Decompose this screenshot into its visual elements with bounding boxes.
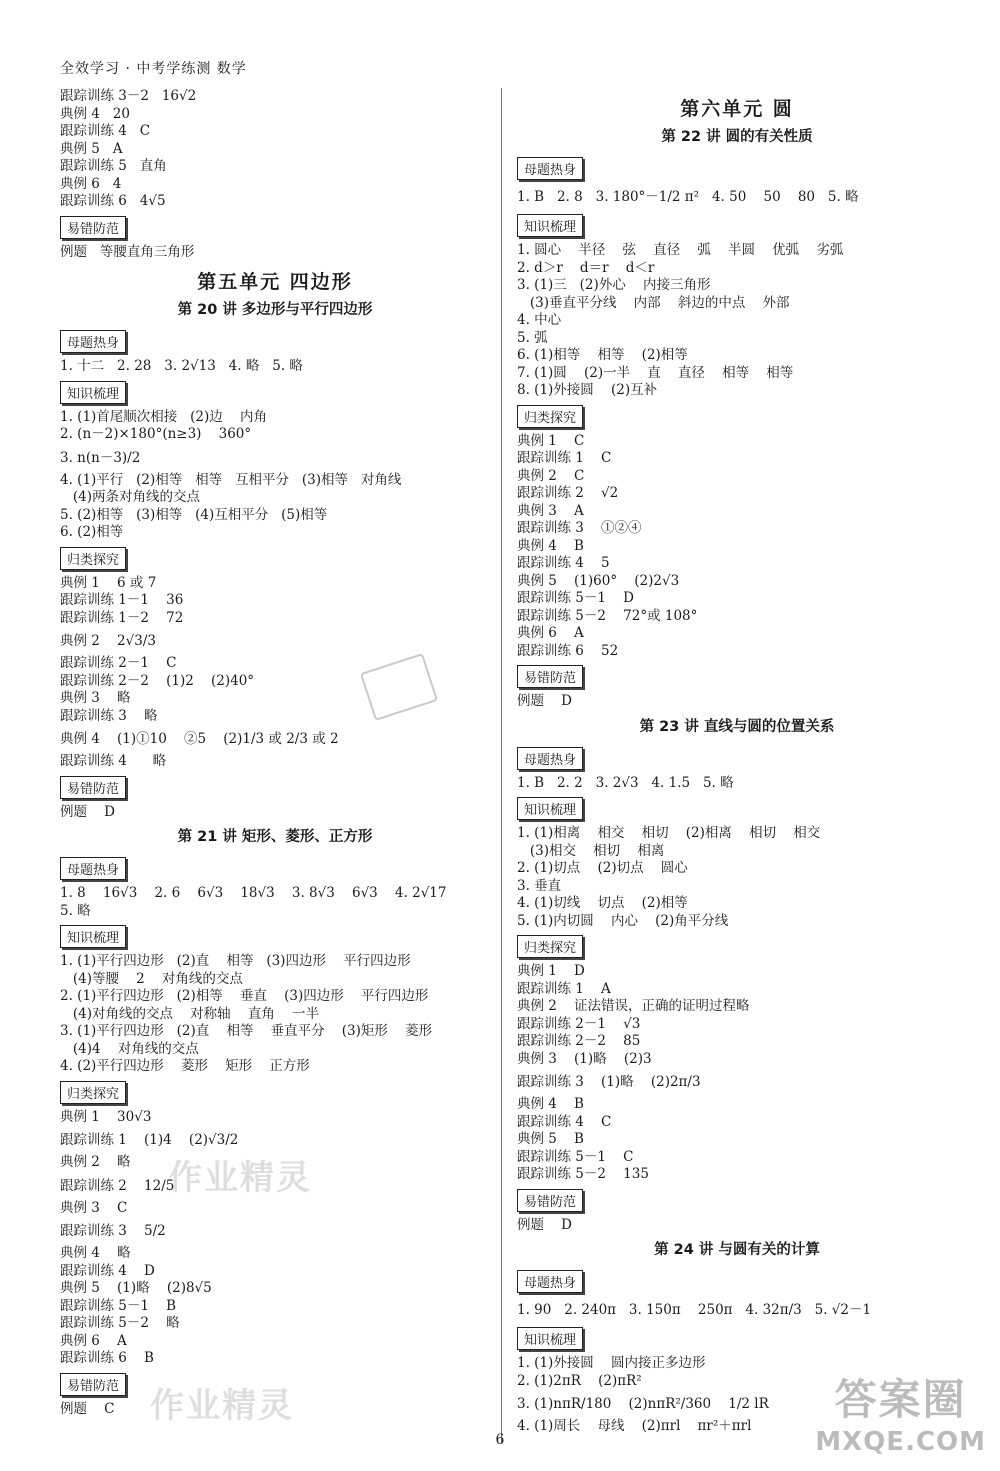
answer-line: 典例 3 略 xyxy=(60,690,131,706)
section-label-row xyxy=(60,773,490,802)
section-label-row xyxy=(517,932,957,961)
answer-line: 典例 1 D xyxy=(517,963,585,979)
column-divider xyxy=(501,88,502,1443)
answer-line: 跟踪训练 3 5/2 xyxy=(60,1223,166,1239)
answer-line: 5. (2)相等 (3)相等 (4)互相平分 (5)相等 xyxy=(60,506,328,523)
section-label: 知识梳理 xyxy=(517,797,583,820)
answer-line: 2. (1)切点 (2)切点 圆心 xyxy=(517,860,688,876)
answer-line: 典例 2 2√3/3 xyxy=(60,633,156,649)
answer-line: 跟踪训练 6 4√5 xyxy=(60,193,166,209)
section-label-row xyxy=(517,1267,957,1296)
answer-line: 典例 1 30√3 xyxy=(60,1108,152,1125)
section-label-row xyxy=(517,1324,957,1353)
answer-line: 例题 D xyxy=(517,693,572,709)
answer-line: 跟踪训练 5－1 C xyxy=(517,1148,634,1165)
answer-line: 跟踪训练 5－1 B xyxy=(60,1297,177,1314)
answer-line: 2. d＞r d＝r d＜r xyxy=(517,259,655,276)
answer-line: 典例 1 6 或 7 xyxy=(60,574,157,591)
section-label-row xyxy=(517,1186,957,1215)
answer-line: 跟踪训练 1－2 72 xyxy=(60,609,184,626)
left-column xyxy=(60,88,490,1418)
answer-line: 2. (n－2)×180°(n≥3) 360° xyxy=(60,426,252,442)
section-label: 易错防范 xyxy=(60,216,126,239)
answer-line: 典例 5 (1)略 (2)8√5 xyxy=(60,1280,212,1296)
answer-line: 3. 垂直 xyxy=(517,877,562,894)
section-label: 母题热身 xyxy=(517,1270,583,1293)
section-label: 母题热身 xyxy=(517,747,583,770)
answer-line: 8. (1)外接圆 (2)互补 xyxy=(517,382,658,398)
answer-line: 例题 D xyxy=(60,803,115,820)
answer-line: 跟踪训练 6 52 xyxy=(517,642,619,659)
section-label-row xyxy=(60,327,490,356)
section-label: 母题热身 xyxy=(60,330,126,353)
answer-line: 跟踪训练 5 直角 xyxy=(60,158,167,174)
answer-line: 跟踪训练 2－1 √3 xyxy=(517,1015,641,1032)
right-column xyxy=(517,88,957,1436)
section-label-row xyxy=(517,211,957,240)
section-label: 母题热身 xyxy=(60,857,126,880)
answer-line: 典例 6 4 xyxy=(60,175,122,192)
brand-watermark-text: 答案圈 xyxy=(834,1375,967,1424)
lecture-title: 第 22 讲 圆的有关性质 xyxy=(661,129,813,145)
section-label-row xyxy=(517,154,957,183)
section-label-row xyxy=(60,213,490,242)
answer-line: 典例 3 A xyxy=(517,502,584,519)
answer-line: 跟踪训练 4 略 xyxy=(60,753,167,769)
section-label-row xyxy=(517,794,957,823)
section-label: 归类探究 xyxy=(517,405,583,428)
answer-line: 典例 6 A xyxy=(517,625,584,641)
answer-line: 跟踪训练 3 (1)略 (2)2π/3 xyxy=(517,1074,701,1090)
answer-line: 跟踪训练 2－1 C xyxy=(60,655,177,671)
answer-line: 跟踪训练 2 √2 xyxy=(517,485,619,501)
answer-line: 跟踪训练 2－2 85 xyxy=(517,1033,641,1049)
answer-line: 跟踪训练 1 (1)4 (2)√3/2 xyxy=(60,1132,239,1148)
answer-line: 跟踪训练 3－2 16√2 xyxy=(60,88,197,104)
answer-line: 跟踪训练 4 C xyxy=(60,123,151,139)
answer-line: (4)4 对角线的交点 xyxy=(60,1040,199,1057)
answer-line: 5. 略 xyxy=(60,902,91,919)
answer-line: 典例 4 20 xyxy=(60,105,130,122)
answer-line: 典例 4 B xyxy=(517,537,584,554)
watermark-text: 作业精灵 xyxy=(168,1158,312,1198)
answer-line: 跟踪训练 5－2 135 xyxy=(517,1166,649,1182)
answer-line: 4. (1)切线 切点 (2)相等 xyxy=(517,895,688,911)
page-header: 全效学习 · 中考学练测 数学 xyxy=(60,61,247,77)
lecture-title: 第 24 讲 与圆有关的计算 xyxy=(654,1242,820,1258)
unit-title: 第五单元 四边形 xyxy=(197,271,353,293)
answer-line: 跟踪训练 1 A xyxy=(517,980,611,997)
answer-line: 3. n(n－3)/2 xyxy=(60,449,141,466)
section-label: 归类探究 xyxy=(60,1081,126,1104)
answer-line: 4. (1)平行 (2)相等 相等 互相平分 (3)相等 对角线 xyxy=(60,471,402,488)
lecture-title: 第 20 讲 多边形与平行四边形 xyxy=(177,302,373,318)
unit-title: 第六单元 圆 xyxy=(680,98,794,120)
section-label-row xyxy=(517,744,957,773)
answer-line: (3)垂直平分线 内部 斜边的中点 外部 xyxy=(517,294,790,311)
answer-line: 典例 5 A xyxy=(60,140,123,157)
answer-line: 典例 2 略 xyxy=(60,1154,131,1170)
answer-line: 例题 C xyxy=(60,1400,115,1417)
section-label-row xyxy=(60,1078,490,1107)
answer-line: 跟踪训练 1－1 36 xyxy=(60,592,184,608)
answer-line: (4)等腰 2 对角线的交点 xyxy=(60,970,243,987)
answer-line: 典例 2 C xyxy=(517,467,585,484)
answer-line: 跟踪训练 3 ①②④ xyxy=(517,520,642,536)
answer-line: 7. (1)圆 (2)一半 直 直径 相等 相等 xyxy=(517,364,794,381)
section-label: 知识梳理 xyxy=(60,925,126,948)
answer-line: 4. (1)周长 母线 (2)πrl πr²＋πrl xyxy=(517,1418,752,1434)
answer-line: 跟踪训练 2－2 (1)2 (2)40° xyxy=(60,672,255,689)
lecture-title: 第 23 讲 直线与圆的位置关系 xyxy=(639,718,835,735)
answer-line: 1. 圆心 半径 弦 直径 弧 半圆 优弧 劣弧 xyxy=(517,242,844,258)
section-label-row xyxy=(517,402,957,431)
answer-line: 1. (1)平行四边形 (2)直 相等 (3)四边形 平行四边形 xyxy=(60,953,411,969)
section-label-row xyxy=(60,922,490,951)
answer-line: 典例 3 C xyxy=(60,1199,128,1216)
section-label: 母题热身 xyxy=(517,157,583,180)
answer-line: 例题 D xyxy=(517,1216,572,1233)
page-number: 6 xyxy=(495,1432,505,1448)
answer-line: 跟踪训练 3 略 xyxy=(60,707,158,724)
answer-line: 例题 等腰直角三角形 xyxy=(60,243,195,260)
section-label: 知识梳理 xyxy=(517,214,583,237)
answer-line: 典例 4 略 xyxy=(60,1245,131,1261)
answer-line: 1. (1)相离 相交 相切 (2)相离 相切 相交 xyxy=(517,825,821,841)
answer-line: 跟踪训练 5－2 72°或 108° xyxy=(517,607,698,624)
section-label: 易错防范 xyxy=(60,776,126,799)
section-label-row xyxy=(60,378,490,407)
answer-line: 1. 8 16√3 2. 6 6√3 18√3 3. 8√3 6√3 4. 2√17 xyxy=(60,885,447,901)
answer-line: 典例 2 证法错误，正确的证明过程略 xyxy=(517,998,750,1014)
answer-line: 典例 5 (1)60° (2)2√3 xyxy=(517,572,680,589)
answer-line: 跟踪训练 5－2 略 xyxy=(60,1315,180,1331)
answer-line: 3. (1)nπR/180 (2)nπR²/360 1/2 lR xyxy=(517,1396,769,1412)
answer-line: 跟踪训练 4 5 xyxy=(517,555,610,571)
answer-line: 1. B 2. 2 3. 2√3 4. 1.5 5. 略 xyxy=(517,774,734,791)
answer-line: (4)两条对角线的交点 xyxy=(60,489,200,505)
section-label: 归类探究 xyxy=(517,935,583,958)
answer-line: 3. (1)三 (2)外心 内接三角形 xyxy=(517,277,711,293)
section-label: 归类探究 xyxy=(60,547,126,570)
lecture-title: 第 21 讲 矩形、菱形、正方形 xyxy=(177,829,373,845)
answer-line: 典例 4 (1)①10 ②5 (2)1/3 或 2/3 或 2 xyxy=(60,731,339,747)
answer-line: 跟踪训练 4 C xyxy=(517,1113,612,1130)
answer-line: 典例 4 B xyxy=(517,1096,584,1112)
answer-line: 1. 90 2. 240π 3. 150π 250π 4. 32π/3 5. √2－1 xyxy=(517,1302,872,1318)
answer-line: 典例 1 C xyxy=(517,432,585,449)
answer-line: 典例 3 (1)略 (2)3 xyxy=(517,1050,652,1067)
answer-line: 典例 6 A xyxy=(60,1332,127,1349)
section-label: 易错防范 xyxy=(60,1373,126,1396)
watermark-text: 作业精灵 xyxy=(150,1386,294,1426)
answer-line: 跟踪训练 6 B xyxy=(60,1350,154,1366)
section-label-row xyxy=(60,544,490,573)
section-label: 知识梳理 xyxy=(60,381,126,404)
answer-line: (4)对角线的交点 对称轴 直角 一半 xyxy=(60,1005,319,1022)
answer-line: 跟踪训练 2 12/5 xyxy=(60,1177,175,1194)
answer-line: 4. 中心 xyxy=(517,312,562,328)
answer-line: 6. (1)相等 相等 (2)相等 xyxy=(517,347,688,363)
section-label-row xyxy=(60,854,490,883)
answer-line: 跟踪训练 1 C xyxy=(517,450,612,466)
answer-line: (3)相交 相切 相离 xyxy=(517,842,665,859)
answer-line: 1. (1)外接圆 圆内接正多边形 xyxy=(517,1355,706,1371)
answer-line: 5. 弧 xyxy=(517,329,548,346)
answer-line: 5. (1)内切圆 内心 (2)角平分线 xyxy=(517,912,729,929)
answer-line: 跟踪训练 5－1 D xyxy=(517,590,634,606)
answer-line: 1. B 2. 8 3. 180°－1/2 π² 4. 50 50 80 5. 略 xyxy=(517,189,859,205)
answer-line: 2. (1)平行四边形 (2)相等 垂直 (3)四边形 平行四边形 xyxy=(60,988,429,1004)
section-label-row xyxy=(517,662,957,691)
answer-line: 跟踪训练 4 D xyxy=(60,1262,155,1279)
section-label: 易错防范 xyxy=(517,665,583,688)
answer-line: 典例 5 B xyxy=(517,1131,584,1147)
answer-line: 4. (2)平行四边形 菱形 矩形 正方形 xyxy=(60,1058,310,1074)
brand-watermark-url: MXQE.COM xyxy=(815,1427,986,1457)
answer-line: 1. 十二 2. 28 3. 2√13 4. 略 5. 略 xyxy=(60,358,303,374)
section-label: 知识梳理 xyxy=(517,1327,583,1350)
answer-line: 3. (1)平行四边形 (2)直 相等 垂直平分 (3)矩形 菱形 xyxy=(60,1023,433,1039)
answer-line: 1. (1)首尾顺次相接 (2)边 内角 xyxy=(60,408,267,425)
answer-line: 2. (1)2πR (2)πR² xyxy=(517,1372,642,1389)
answer-line: 6. (2)相等 xyxy=(60,524,124,540)
section-label: 易错防范 xyxy=(517,1189,583,1212)
